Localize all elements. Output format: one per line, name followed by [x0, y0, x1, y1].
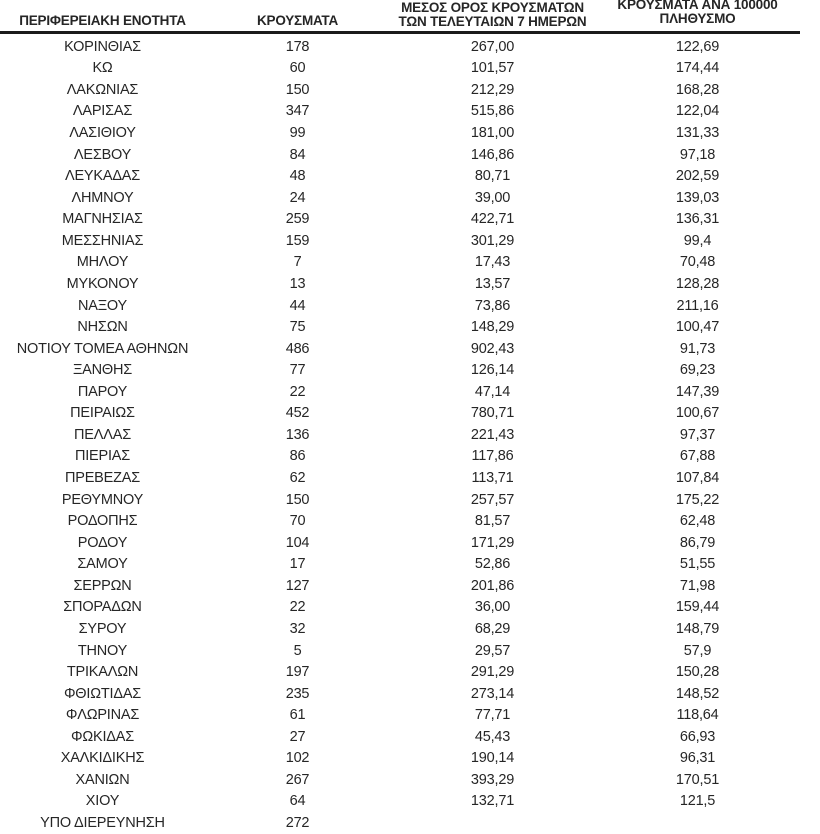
per-100k-cell: 51,55	[679, 556, 716, 573]
table-row	[0, 489, 800, 511]
table-row	[0, 575, 800, 597]
avg7-cell: 181,00	[470, 125, 515, 142]
per-100k-cell: 211,16	[676, 297, 719, 314]
cases-cell: 22	[289, 599, 306, 616]
avg7-cell: 257,57	[470, 491, 515, 508]
avg7-cell: 101,57	[470, 60, 515, 77]
column-header-7day-average-line1: ΜΕΣΟΣ ΟΡΟΣ ΚΡΟΥΣΜΑΤΩΝ	[401, 0, 584, 15]
avg7-cell: 29,57	[474, 642, 511, 659]
table-row	[0, 273, 800, 295]
table-row	[0, 403, 800, 425]
region-cell: ΜΕΣΣΗΝΙΑΣ	[61, 232, 144, 249]
cases-cell: 150	[285, 491, 310, 508]
per-100k-cell: 147,39	[675, 383, 720, 400]
cases-cell: 267	[285, 771, 310, 788]
table-row	[0, 122, 800, 144]
avg7-cell: 68,29	[474, 620, 511, 637]
avg7-cell: 36,00	[474, 599, 511, 616]
avg7-cell: 780,71	[470, 405, 515, 422]
table-row	[0, 683, 800, 705]
per-100k-cell: 99,4	[683, 232, 712, 249]
region-cell: ΝΑΞΟΥ	[77, 297, 128, 314]
avg7-cell: 17,43	[474, 254, 511, 271]
cases-cell: 178	[285, 38, 310, 55]
avg7-cell: 201,86	[470, 577, 515, 594]
table-row	[0, 144, 800, 166]
per-100k-cell: 202,59	[675, 168, 720, 185]
avg7-cell: 13,57	[474, 275, 511, 292]
region-cell: ΞΑΝΘΗΣ	[72, 362, 133, 379]
column-header-per-100000-line2: ΠΛΗΘΥΣΜΟ	[659, 11, 736, 26]
per-100k-cell: 70,48	[679, 254, 716, 271]
table-row	[0, 252, 800, 274]
per-100k-cell: 170,51	[675, 771, 720, 788]
table-row	[0, 532, 800, 554]
avg7-cell: 39,00	[474, 189, 511, 206]
avg7-cell: 267,00	[470, 38, 515, 55]
region-cell: ΣΠΟΡΑΔΩΝ	[63, 599, 142, 616]
per-100k-cell: 148,52	[675, 685, 720, 702]
avg7-cell: 126,14	[470, 362, 515, 379]
region-cell: ΡΟΔΟΠΗΣ	[67, 513, 138, 530]
region-cell: ΠΕΛΛΑΣ	[74, 426, 131, 443]
region-cell: ΛΕΣΒΟΥ	[73, 146, 132, 163]
region-cell: ΡΟΔΟΥ	[77, 534, 128, 551]
avg7-cell: 113,71	[471, 470, 514, 487]
cases-cell: 159	[285, 232, 310, 249]
table-row	[0, 640, 800, 662]
region-cell: ΡΕΘΥΜΝΟΥ	[61, 491, 144, 508]
region-cell: ΠΡΕΒΕΖΑΣ	[64, 470, 141, 487]
cases-cell: 32	[289, 620, 306, 637]
avg7-cell: 212,29	[470, 81, 515, 98]
avg7-cell: 47,14	[474, 383, 511, 400]
cases-cell: 60	[289, 60, 306, 77]
avg7-cell: 171,29	[470, 534, 515, 551]
region-cell: ΛΕΥΚΑΔΑΣ	[64, 168, 141, 185]
avg7-cell: 902,43	[470, 340, 515, 357]
column-header-cases	[205, 14, 390, 28]
region-cell: ΛΑΣΙΘΙΟΥ	[69, 125, 136, 142]
region-cell: ΧΙΟΥ	[85, 793, 120, 810]
column-header-region	[0, 14, 205, 28]
per-100k-cell: 150,28	[675, 664, 720, 681]
column-header-per-100000-line1: ΚΡΟΥΣΜΑΤΑ ΑΝΑ 100000	[617, 0, 778, 12]
per-100k-cell: 71,98	[679, 577, 716, 594]
cases-cell: 347	[285, 103, 310, 120]
cases-cell: 99	[289, 125, 306, 142]
avg7-cell: 422,71	[470, 211, 515, 228]
table-row	[0, 812, 800, 834]
region-cell: ΚΩ	[92, 60, 113, 77]
region-cell: ΛΑΚΩΝΙΑΣ	[66, 81, 139, 98]
per-100k-cell: 69,23	[679, 362, 716, 379]
per-100k-cell: 57,9	[683, 642, 712, 659]
cases-cell: 75	[289, 319, 306, 336]
region-cell: ΝΗΣΩΝ	[77, 319, 128, 336]
avg7-cell: 80,71	[474, 168, 511, 185]
table-row	[0, 359, 800, 381]
cases-cell: 486	[285, 340, 310, 357]
per-100k-cell: 131,33	[675, 125, 720, 142]
table-row	[0, 381, 800, 403]
table-row	[0, 554, 800, 576]
per-100k-cell: 159,44	[675, 599, 720, 616]
per-100k-cell: 121,5	[679, 793, 716, 810]
cases-cell: 127	[285, 577, 310, 594]
per-100k-cell: 100,67	[675, 405, 720, 422]
region-cell: ΜΗΛΟΥ	[76, 254, 129, 271]
per-100k-cell: 86,79	[679, 534, 716, 551]
per-100k-cell: 107,84	[675, 470, 720, 487]
per-100k-cell: 122,04	[675, 103, 720, 120]
region-cell: ΣΑΜΟΥ	[77, 556, 128, 573]
table-row	[0, 424, 800, 446]
cases-cell: 17	[289, 556, 306, 573]
table-row	[0, 446, 800, 468]
cases-cell: 102	[285, 750, 310, 767]
region-cell: ΧΑΛΚΙΔΙΚΗΣ	[60, 750, 145, 767]
cases-cell: 136	[285, 426, 310, 443]
table-row	[0, 597, 800, 619]
column-header-7day-average	[390, 1, 595, 29]
table-row	[0, 165, 800, 187]
table-row	[0, 230, 800, 252]
avg7-cell: 81,57	[474, 513, 511, 530]
table-row	[0, 704, 800, 726]
avg7-cell: 132,71	[470, 793, 515, 810]
per-100k-cell: 175,22	[675, 491, 720, 508]
region-cell: ΣΕΡΡΩΝ	[73, 577, 132, 594]
table-row	[0, 510, 800, 532]
per-100k-cell: 91,73	[679, 340, 716, 357]
region-cell: ΠΑΡΟΥ	[77, 383, 128, 400]
avg7-cell: 190,14	[470, 750, 515, 767]
table-row	[0, 748, 800, 770]
table-body	[0, 36, 800, 834]
cases-cell: 272	[285, 815, 310, 832]
avg7-cell: 77,71	[474, 707, 511, 724]
table-row	[0, 338, 800, 360]
cases-cell: 64	[289, 793, 306, 810]
avg7-cell: 148,29	[470, 319, 515, 336]
region-cell: ΜΥΚΟΝΟΥ	[66, 275, 139, 292]
per-100k-cell: 96,31	[679, 750, 716, 767]
avg7-cell: 515,86	[470, 103, 515, 120]
per-100k-cell: 136,31	[675, 211, 720, 228]
per-100k-cell: 122,69	[675, 38, 720, 55]
column-header-region-label: ΠΕΡΙΦΕΡΕΙΑΚΗ ΕΝΟΤΗΤΑ	[19, 13, 186, 28]
cases-cell: 84	[289, 146, 306, 163]
region-cell: ΦΘΙΩΤΙΔΑΣ	[63, 685, 142, 702]
cases-cell: 86	[289, 448, 306, 465]
cases-cell: 22	[289, 383, 306, 400]
cases-cell: 77	[289, 362, 306, 379]
table-row	[0, 36, 800, 58]
per-100k-cell: 128,28	[675, 275, 720, 292]
avg7-cell: 52,86	[474, 556, 511, 573]
cases-cell: 44	[289, 297, 306, 314]
avg7-cell: 117,86	[471, 448, 514, 465]
region-cell: ΦΛΩΡΙΝΑΣ	[65, 707, 140, 724]
region-cell: ΣΥΡΟΥ	[78, 620, 127, 637]
per-100k-cell: 139,03	[675, 189, 720, 206]
region-cell: ΥΠΟ ΔΙΕΡΕΥΝΗΣΗ	[40, 815, 165, 832]
table-row	[0, 316, 800, 338]
cases-cell: 24	[289, 189, 306, 206]
region-cell: ΜΑΓΝΗΣΙΑΣ	[62, 211, 143, 228]
region-cell: ΤΗΝΟΥ	[77, 642, 128, 659]
cases-cell: 150	[285, 81, 310, 98]
table-row	[0, 618, 800, 640]
avg7-cell: 146,86	[470, 146, 515, 163]
avg7-cell: 393,29	[470, 771, 515, 788]
cases-cell: 62	[289, 470, 306, 487]
table-row	[0, 467, 800, 489]
region-cell: ΚΟΡΙΝΘΙΑΣ	[64, 38, 141, 55]
per-100k-cell: 174,44	[675, 60, 720, 77]
region-cell: ΝΟΤΙΟΥ ΤΟΜΕΑ ΑΘΗΝΩΝ	[16, 340, 189, 357]
region-cell: ΛΗΜΝΟΥ	[71, 189, 134, 206]
table-row	[0, 769, 800, 791]
table-header-row	[0, 0, 800, 34]
cases-cell: 61	[289, 707, 306, 724]
per-100k-cell: 97,18	[679, 146, 716, 163]
region-cell: ΠΕΙΡΑΙΩΣ	[70, 405, 135, 422]
avg7-cell: 291,29	[470, 664, 515, 681]
avg7-cell: 221,43	[470, 426, 515, 443]
column-header-per-100000	[595, 0, 800, 26]
per-100k-cell: 67,88	[679, 448, 716, 465]
cases-cell: 27	[289, 728, 306, 745]
table-row	[0, 58, 800, 80]
per-100k-cell: 66,93	[679, 728, 716, 745]
cases-cell: 48	[289, 168, 306, 185]
per-100k-cell: 148,79	[675, 620, 720, 637]
region-cell: ΠΙΕΡΙΑΣ	[74, 448, 131, 465]
cases-cell: 5	[293, 642, 302, 659]
cases-cell: 7	[293, 254, 302, 271]
column-header-7day-average-line2: ΤΩΝ ΤΕΛΕΥΤΑΙΩΝ 7 ΗΜΕΡΩΝ	[398, 14, 587, 29]
avg7-cell: 45,43	[474, 728, 511, 745]
region-cell: ΧΑΝΙΩΝ	[75, 771, 130, 788]
column-header-cases-label: ΚΡΟΥΣΜΑΤΑ	[256, 13, 339, 28]
cases-cell: 259	[285, 211, 310, 228]
cases-cell: 70	[289, 513, 306, 530]
table-row	[0, 101, 800, 123]
cases-cell: 104	[285, 534, 310, 551]
table-row	[0, 79, 800, 101]
table-row	[0, 726, 800, 748]
region-cell: ΦΩΚΙΔΑΣ	[70, 728, 135, 745]
per-100k-cell: 62,48	[679, 513, 716, 530]
region-cell: ΤΡΙΚΑΛΩΝ	[66, 664, 139, 681]
per-100k-cell: 118,64	[676, 707, 719, 724]
avg7-cell: 273,14	[470, 685, 515, 702]
table-row	[0, 661, 800, 683]
table-row	[0, 791, 800, 813]
region-cell: ΛΑΡΙΣΑΣ	[72, 103, 133, 120]
table-row	[0, 187, 800, 209]
cases-cell: 452	[285, 405, 310, 422]
per-100k-cell: 97,37	[679, 426, 716, 443]
table-row	[0, 209, 800, 231]
avg7-cell: 301,29	[470, 232, 515, 249]
per-100k-cell: 168,28	[675, 81, 720, 98]
cases-cell: 235	[285, 685, 310, 702]
cases-cell: 13	[289, 275, 306, 292]
per-100k-cell: 100,47	[675, 319, 720, 336]
avg7-cell: 73,86	[474, 297, 511, 314]
cases-cell: 197	[285, 664, 310, 681]
table-row	[0, 295, 800, 317]
